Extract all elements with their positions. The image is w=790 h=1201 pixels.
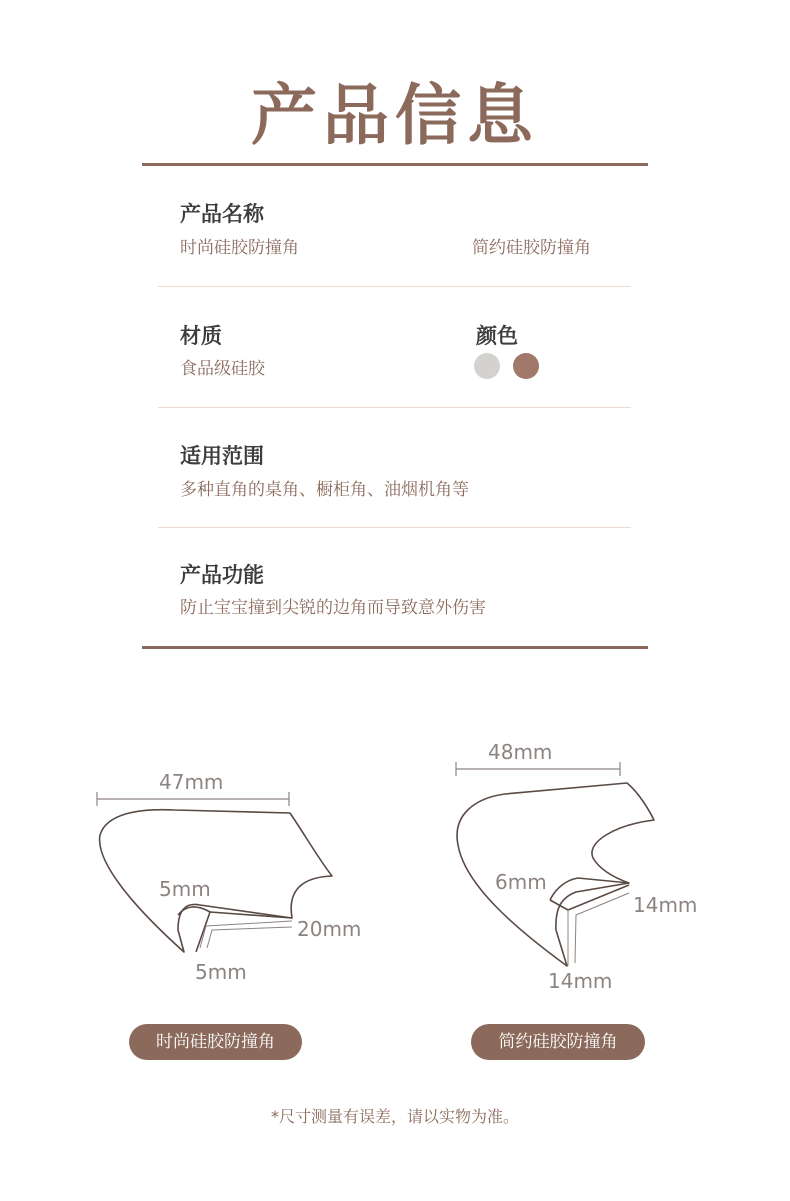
product-1-width-dim: 47mm	[159, 770, 224, 794]
product-name-value-1: 时尚硅胶防撞角	[180, 238, 299, 258]
color-label: 颜色	[476, 324, 518, 348]
product-name-label: 产品名称	[180, 202, 264, 226]
scope-label: 适用范围	[180, 444, 264, 468]
product-2-name-tag: 简约硅胶防撞角	[471, 1024, 645, 1060]
product-1-thickness-dim: 5mm	[159, 877, 211, 901]
scope-value: 多种直角的桌角、橱柜角、油烟机角等	[180, 480, 469, 500]
page-title: 产品信息	[251, 77, 539, 154]
material-value: 食品级硅胶	[180, 359, 265, 379]
material-label: 材质	[180, 324, 222, 348]
function-value: 防止宝宝撞到尖锐的边角而导致意外伤害	[180, 598, 486, 618]
product-1-height-dim: 20mm	[297, 917, 362, 941]
product-1-base-dim: 5mm	[195, 960, 247, 984]
product-2-base-dim: 14mm	[548, 969, 613, 993]
product-2-thickness-dim: 6mm	[495, 870, 547, 894]
product-2-height-dim: 14mm	[633, 893, 698, 917]
product-2-width-dim: 48mm	[488, 740, 553, 764]
product-2-outline	[456, 762, 654, 966]
function-label: 产品功能	[180, 563, 264, 587]
product-1-name-tag: 时尚硅胶防撞角	[129, 1024, 302, 1060]
product-name-value-2: 简约硅胶防撞角	[472, 238, 591, 258]
measurement-disclaimer: *尺寸测量有误差，请以实物为准。	[270, 1107, 519, 1126]
